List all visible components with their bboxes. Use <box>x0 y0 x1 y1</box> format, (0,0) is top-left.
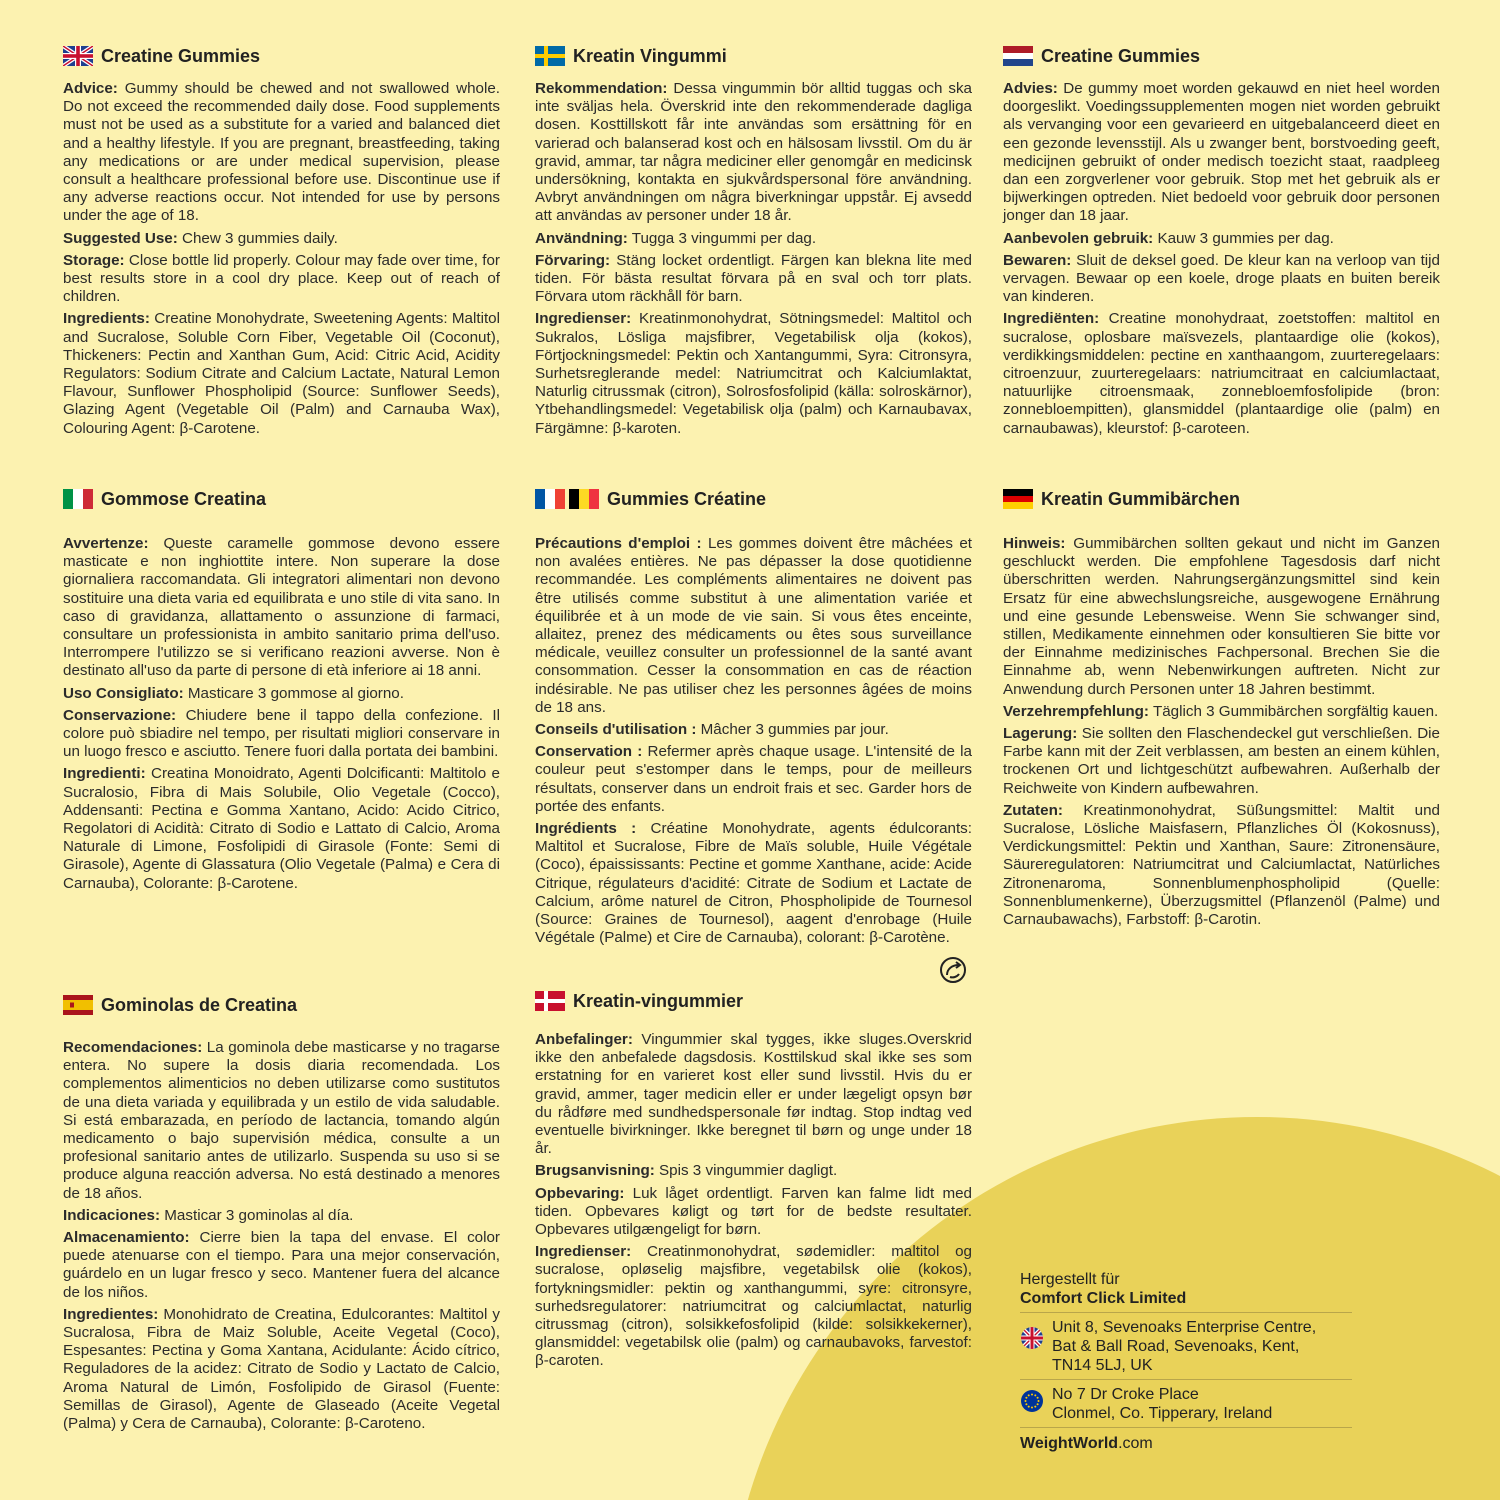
uk-flag-icon <box>1020 1326 1044 1350</box>
uk-address-lines <box>1052 1318 1316 1375</box>
eu-address <box>1020 1379 1352 1427</box>
section-header <box>535 44 972 68</box>
storage-text: Stäng locket ordentligt. Färgen kan blekna lite med tiden. För bästa resultat förvara på en sval och torr plats. Förvara utom räckhåll för barn. <box>535 251 972 306</box>
storage-text: Sie sollten den Flaschendeckel gut verschließen. Die Farbe kann mit der Zeit verblassen, am besten an einem kühlen, trockenen Ort und lichtgeschützt aufbewahren. Außerhalb der Reichweite von Kindern aufbewahren. <box>1003 725 1440 797</box>
storage-label: Opbevaring: <box>535 1184 625 1202</box>
advice-label: Advice: <box>63 80 118 97</box>
section-danish <box>535 989 972 1375</box>
section-title: Creatine Gummies <box>101 45 261 66</box>
section-italian <box>63 487 500 897</box>
eu-flag-icon <box>1020 1389 1044 1413</box>
germany-flag-icon <box>1003 489 1033 509</box>
ingredients-label: Ingredients: <box>63 310 150 328</box>
section-title: Kreatin Vingummi <box>573 45 727 66</box>
advice-label: Avvertenze: <box>63 535 149 552</box>
section-header <box>63 993 500 1017</box>
uk-address <box>1020 1312 1352 1379</box>
usage-text: Chew 3 gummies daily. <box>177 229 338 247</box>
usage-label: Conseils d'utilisation : <box>535 721 697 739</box>
storage-paragraph <box>1003 725 1440 798</box>
storage-paragraph <box>63 252 500 307</box>
section-german <box>1003 487 1440 933</box>
usage-paragraph <box>63 1207 500 1225</box>
usage-label: Indicaciones: <box>63 1206 161 1224</box>
usage-paragraph <box>63 685 500 703</box>
advice-text: Gummibärchen sollten gekaut und nicht im Ganzen geschluckt werden. Die empfohlene Tagesdosis darf nicht überschritten werden. Nahrungsergänzungsmittel sind kein Ersatz für eine abwechslungsreiche, ausgewogene Ernährung und eine gesunde Lebensweise. Wenn Sie schwanger sind, stillen, Medikamente einnehmen oder konsultieren Sie bitte vor der Einnahme medizinisches Fachpersonal. Brechen Sie die Einnahme ab, wenn Nebenwirkungen auftreten. Nicht zur Anwendung durch Personen unter 18 Jahren bestimmt. <box>1003 535 1440 698</box>
storage-paragraph <box>63 707 500 762</box>
usage-paragraph <box>535 230 972 248</box>
usage-paragraph <box>535 721 972 739</box>
storage-text: Sluit de deksel goed. De kleur kan na verloop van tijd vervagen. Bewaar op een koele, droge plaats en buiten bereik van kinderen. <box>1003 251 1440 306</box>
ingredients-paragraph <box>535 310 972 437</box>
usage-label: Användning: <box>535 229 628 247</box>
storage-paragraph <box>535 743 972 816</box>
section-title: Kreatin-vingummier <box>573 990 744 1011</box>
address-line: TN14 5LJ, UK <box>1052 1357 1153 1374</box>
ingredients-label: Ingredienser: <box>535 310 632 328</box>
advice-text: De gummy moet worden gekauwd en niet heel worden doorgeslikt. Voedingssupplementen mogen niet worden gebruikt als vervanging voor een gevarieerd en uitgebalanceerd dieet en een gezonde levensstijl. Als u zwanger bent, borstvoeding geeft, medicijnen gebruikt of onder medisch toezicht staat, raadpleeg dan een zorgverlener voor gebruik. Stop met het gebruik als er bijwerkingen optreden. Niet bedoeld voor gebruik door personen jonger dan 18 jaar. <box>1003 80 1440 225</box>
uk-flag-icon <box>63 46 93 66</box>
storage-text: Refermer après chaque usage. L'intensité de la couleur peut s'estomper dans le temps, pour de meilleurs résultats, conserver dans un endroit frais et sec. Garder hors de portée des enfants. <box>535 743 972 815</box>
section-header <box>63 44 500 68</box>
storage-label: Almacenamiento: <box>63 1229 190 1247</box>
address-line: Unit 8, Sevenoaks Enterprise Centre, <box>1052 1319 1317 1336</box>
advice-text: Gummy should be chewed and not swallowed whole. Do not exceed the recommended daily dose. Food supplements must not be used as a substitute for a varied and balanced diet and a healthy lifestyle. If you are pregnant, breastfeeding, taking any medications or are under medical supervision, please consult a healthcare professional before use. Discontinue use if any adverse reactions occur. Not intended for use by persons under the age of 18. <box>63 80 500 225</box>
storage-paragraph <box>535 1185 972 1240</box>
ingredients-paragraph <box>63 310 500 437</box>
advice-text: La gominola debe masticarse y no tragarse entera. No supere la dosis diaria recomendada. Los complementos alimenticios no deben utilizarse como sustitutos de una dieta variada y equilibrada y un estilo de vida saludable. Si está embarazada, en período de lactancia, tomando algún medicamento o bajo supervisión médica, consulte a un profesional sanitario antes de utilizarlo. Suspenda su uso si se produce alguna reacción adversa. No está destinado a menores de 18 años. <box>63 1039 500 1202</box>
section-title: Creatine Gummies <box>1041 45 1201 66</box>
ingredients-paragraph <box>535 1243 972 1370</box>
usage-paragraph <box>535 1162 972 1180</box>
website <box>1020 1427 1352 1453</box>
ingredients-paragraph <box>63 1306 500 1433</box>
usage-label: Verzehrempfehlung: <box>1003 702 1149 720</box>
storage-text: Chiudere bene il tappo della confezione. Il colore può sbiadire nel tempo, per risultati migliori conservare in un luogo fresco e asciutto. Tenere fuori dalla portata dei bambini. <box>63 706 500 761</box>
ingredients-label: Ingrédients : <box>535 820 637 838</box>
usage-paragraph <box>1003 703 1440 721</box>
usage-text: Mâcher 3 gummies par jour. <box>696 721 889 739</box>
advice-paragraph <box>535 80 972 226</box>
storage-label: Lagerung: <box>1003 725 1078 743</box>
france-flag-icon <box>535 489 565 509</box>
usage-label: Suggested Use: <box>63 229 178 247</box>
address-line: No 7 Dr Croke Place <box>1052 1386 1199 1403</box>
section-english <box>63 44 500 442</box>
section-header <box>535 989 972 1013</box>
usage-paragraph <box>1003 230 1440 248</box>
storage-label: Bewaren: <box>1003 251 1072 269</box>
section-header <box>63 487 500 511</box>
usage-text: Masticar 3 gominolas al día. <box>160 1206 354 1224</box>
recycle-icon <box>938 955 968 985</box>
storage-label: Conservazione: <box>63 706 177 724</box>
storage-label: Storage: <box>63 251 125 269</box>
advice-paragraph <box>63 80 500 226</box>
ingredients-text: Creatine monohydraat, zoetstoffen: maltitol en sucralose, oplosbare maïsvezels, plantaardige olie (kokos), verdikkingsmiddelen: pectine en xanthaangom, zuurteregelaars: citroenzuur, zuurteregelaars: natriumcitraat en calciumlactaat, natuurlijke citroensmaak, zonnebloemfosfolipide (bron: zonnebloempitten), glansmiddel (plantaardige olie (palm) en carnaubawas), kleurstof: β-caroteen. <box>1003 310 1440 437</box>
section-header <box>1003 44 1440 68</box>
usage-label: Aanbevolen gebruik: <box>1003 229 1154 247</box>
usage-text: Täglich 3 Gummibärchen sorgfältig kauen. <box>1149 702 1439 720</box>
ingredients-text: Creatine Monohydrate, Sweetening Agents: Maltitol and Sucralose, Soluble Corn Fiber, Vegetable Oil (Coconut), Thickeners: Pectin and Xanthan Gum, Acid: Citric Acid, Acidity Regulators: Sodium Citrate and Calcium Lactate, Natural Lemon Flavour, Sunflower Phospholipid (Source: Sunflower Seeds), Glazing Agent (Vegetable Oil (Palm) and Carnauba Wax), Colouring Agent: β-Carotene. <box>63 310 500 437</box>
usage-text: Tugga 3 vingummi per dag. <box>627 229 817 247</box>
storage-paragraph <box>1003 252 1440 307</box>
ingredients-label: Ingrediënten: <box>1003 310 1100 328</box>
italy-flag-icon <box>63 489 93 509</box>
usage-text: Kauw 3 gummies per dag. <box>1153 229 1334 247</box>
address-line: Clonmel, Co. Tipperary, Ireland <box>1052 1405 1273 1422</box>
netherlands-flag-icon <box>1003 46 1033 66</box>
ingredients-label: Ingredienti: <box>63 765 146 783</box>
spain-flag-icon <box>63 995 93 1015</box>
company-name: Comfort Click Limited <box>1020 1290 1187 1307</box>
section-title: Gummies Créatine <box>607 488 767 509</box>
advice-label: Précautions d'emploi : <box>535 535 702 552</box>
storage-label: Förvaring: <box>535 251 611 269</box>
manufacturer-info <box>1020 1270 1352 1453</box>
section-title: Kreatin Gummibärchen <box>1041 488 1241 509</box>
sweden-flag-icon <box>535 46 565 66</box>
eu-address-lines <box>1052 1385 1272 1423</box>
usage-paragraph <box>63 230 500 248</box>
website-brand: WeightWorld <box>1020 1435 1119 1452</box>
ingredients-text: Creatina Monoidrato, Agenti Dolcificanti: Maltitolo e Sucralosio, Fibra di Mais Solubile, Olio Vegetale (Cocco), Addensanti: Pectina e Gomma Xantano, Acido: Acido Citrico, Regolatori di Acidità: Citrato di Sodio e Lattato di Calcio, Aroma Naturale di Limone, Fosfolipidi di Girasole (Fonte: Semi di Girasole), Agente di Glassatura (Olio Vegetale (Palma) e Cera di Carnauba), Colorante: β-Carotene. <box>63 765 500 892</box>
advice-paragraph <box>63 535 500 681</box>
advice-text: Dessa vingummin bör alltid tuggas och ska inte sväljas hela. Överskrid inte den rekommenderade dagliga dosen. Kosttillskott får inte användas som ersättning för en varierad och balanserad kost och en hälsosam livsstil. Om du är gravid, ammar, tar några mediciner eller genomgår en medicinsk undersökning, kontakta en sjukvårdspersonal före användning. Avbryt användningen om några biverkningar uppstår. Ej avsedd att användas av personer under 18 år. <box>535 80 972 225</box>
ingredients-paragraph <box>1003 310 1440 437</box>
advice-text: Vingummier skal tygges, ikke sluges.Overskrid ikke den anbefalede dagsdosis. Kosttilskud skal ikke ses som erstatning for en varieret kost eller sund livsstil. Hvis du er gravid, ammer, tager medicin eller er under lægeligt opsyn bør du rådføre med sundhedspersonale før indtag. Stop indtag ved eventuelle bivirkninger. Ikke beregnet til børn og unge under 18 år. <box>535 1031 972 1158</box>
section-header <box>1003 487 1440 511</box>
advice-label: Rekommendation: <box>535 80 668 97</box>
ingredients-paragraph <box>63 765 500 892</box>
ingredients-label: Ingredienser: <box>535 1243 632 1261</box>
advice-label: Recomendaciones: <box>63 1039 203 1056</box>
advice-paragraph <box>535 535 972 717</box>
belgium-flag-icon <box>569 489 599 509</box>
section-swedish <box>535 44 972 442</box>
usage-text: Spis 3 vingummier dagligt. <box>654 1162 838 1180</box>
denmark-flag-icon <box>535 991 565 1011</box>
ingredients-text: Kreatinmonohydrat, Sötningsmedel: Maltitol och Sukralos, Lösliga majsfibrer, Vegetabilisk olja (kokos), Förtjockningsmedel: Pektin och Xantangummi, Syra: Citronsyra, Surhetsreglerande medel: Natriumcitrat och Kalciumlaktat, Naturlig citrussmak (citron), Solrosfosfolipid (källa: solroskärnor), Ytbehandlingsmedel: Vegetabilisk olja (palm) och Karnaubavax, Färgämne: β-karoten. <box>535 310 972 437</box>
ingredients-text: Créatine Monohydrate, agents édulcorants: Maltitol et Sucralose, Fibre de Maïs soluble, Huile Végétale (Coco), épaississants: Pectine et gomme Xanthane, acide: Acide Citrique, régulateurs d'acidité: Citrate de Sodium et Lactate de Calcium, arôme naturel de Citron, Phospholipide de Tournesol (Source: Graines de Tournesol), aagent d'enrobage (Huile Végétale (Palme) et Cire de Carnauba), colorant: β-Carotène. <box>535 820 972 947</box>
section-dutch <box>1003 44 1440 442</box>
ingredients-paragraph <box>535 820 972 947</box>
section-title: Gommose Creatina <box>101 488 267 509</box>
advice-label: Anbefalinger: <box>535 1031 633 1048</box>
advice-paragraph <box>535 1031 972 1158</box>
address-line: Bat & Ball Road, Sevenoaks, Kent, <box>1052 1338 1300 1355</box>
storage-text: Luk låget ordentligt. Farven kan falme lidt med tiden. Opbevares køligt og tørt for de bedste resultater. Opbevares utilgængeligt for børn. <box>535 1184 972 1239</box>
section-header <box>535 487 972 511</box>
advice-label: Advies: <box>1003 80 1058 97</box>
usage-text: Masticare 3 gommose al giorno. <box>183 684 404 702</box>
ingredients-label: Ingredientes: <box>63 1305 159 1323</box>
storage-text: Close bottle lid properly. Colour may fade over time, for best results store in a cool dry place. Keep out of reach of children. <box>63 251 500 306</box>
advice-text: Queste caramelle gommose devono essere masticate e non inghiottite intere. Non superare la dose giornaliera raccomandata. Gli integratori alimentari non devono sostituire una dieta varia ed equilibrata e uno stile di vita sano. In caso di gravidanza, allattamento o assunzione di farmaci, consultare un professionista in ambito sanitario prima dell'uso. Interrompere l'utilizzo se si verificano reazioni avverse. Non è destinato all'uso da parte di persone di età inferiore ai 18 anni. <box>63 535 500 680</box>
ingredients-text: Creatinmonohydrat, sødemidler: maltitol og sucralose, opløselig majsfibre, vegetabilsk olie (kokos), fortykningsmidler: pektin og xanthangummi, syre: citronsyre, surhedsregulatorer: natriumcitrat og calciumlactat, naturlig citrussmag (citron), solsikkefosfolipid (kilde: solsikkekerner), glansmiddel: vegetabilsk olie (palm) og carnaubavoks, farvestof: β-caroten. <box>535 1243 972 1370</box>
storage-paragraph <box>535 252 972 307</box>
advice-label: Hinweis: <box>1003 535 1066 552</box>
advice-paragraph <box>63 1039 500 1203</box>
ingredients-paragraph <box>1003 802 1440 929</box>
advice-text: Les gommes doivent être mâchées et non avalées entières. Ne pas dépasser la dose quotidienne recommandée. Les compléments alimentaires ne doivent pas être utilisés comme substitut à une alimentation variée et équilibrée et à un mode de vie sain. Si vous êtes enceinte, allaitez, prenez des médicaments ou êtes sous surveillance médicale, veuillez consulter un professionnel de la santé avant consommation. Cesser la consommation en cas de réaction indésirable. Ne pas utiliser chez les personnes âgées de moins de 18 ans. <box>535 535 972 716</box>
storage-text: Cierre bien la tapa del envase. El color puede atenuarse con el tiempo. Para una mejor conservación, guárdelo en un lugar fresco y seco. Mantener fuera del alcance de los niños. <box>63 1229 500 1301</box>
section-spanish <box>63 993 500 1437</box>
website-domain: .com <box>1118 1435 1153 1452</box>
ingredients-text: Kreatinmonohydrat, Süßungsmittel: Maltit und Sucralose, Lösliche Maisfasern, Pflanzliches Öl (Kokosnuss), Verdickungsmittel: Pektin und Xanthan, Saure: Zitronensäure, Säureregulatoren: Natriumcitrat und Calciumlactat, Natürliches Zitronenaroma, Sonnenblumenphospholipid (Quelle: Sonnenblumenkerne), Überzugsmittel (Pflanzenöl (Palme) und Carnaubawachs), Farbstoff: β-Carotin. <box>1003 801 1440 929</box>
ingredients-label: Zutaten: <box>1003 801 1063 819</box>
storage-paragraph <box>63 1229 500 1302</box>
section-french <box>535 487 972 951</box>
ingredients-text: Monohidrato de Creatina, Edulcorantes: Maltitol y Sucralosa, Fibra de Maiz Soluble, Aceite Vegetal (Coco), Espesantes: Pectina y Goma Xantana, Acidulante: Ácido cítrico, Reguladores de la acidez: Citrato de Sodio y Lactato de Calcio, Aroma Natural de Limón, Fosfolipido de Girasol (Fuente: Semillas de Girasol), Agente de Glaseado (Aceite Vegetal (Palma) y Cera de Carnauba), Colorante: β-Caroteno. <box>63 1305 500 1433</box>
section-title: Gominolas de Creatina <box>101 994 298 1015</box>
storage-label: Conservation : <box>535 743 643 761</box>
usage-label: Uso Consigliato: <box>63 684 184 702</box>
usage-label: Brugsanvisning: <box>535 1162 655 1180</box>
made-for-label: Hergestellt für <box>1020 1271 1120 1288</box>
advice-paragraph <box>1003 535 1440 699</box>
advice-paragraph <box>1003 80 1440 226</box>
